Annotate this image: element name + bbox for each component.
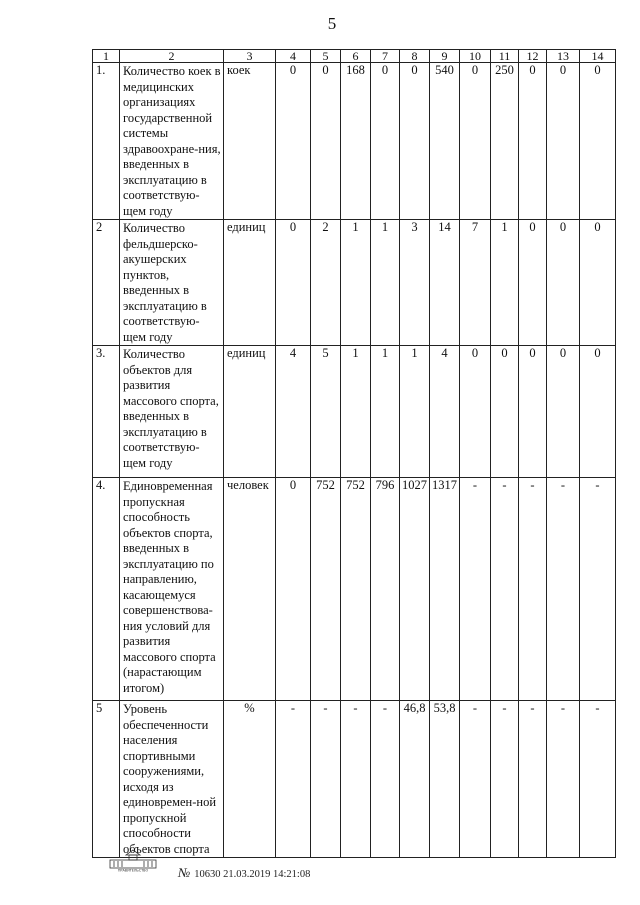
value-cell: 7 [460, 220, 491, 346]
row-number: 2 [93, 220, 120, 346]
value-cell: 5 [311, 346, 341, 478]
row-number: 3. [93, 346, 120, 478]
value-cell: 46,8 [400, 701, 430, 858]
value-cell: - [580, 701, 616, 858]
value-cell: 0 [547, 63, 580, 220]
number-symbol: № [178, 865, 191, 880]
value-cell: 1 [341, 220, 371, 346]
value-cell: 1 [371, 220, 400, 346]
value-cell: 1 [400, 346, 430, 478]
row-number: 4. [93, 478, 120, 701]
doc-code: 10630 21.03.2019 14:21:08 [194, 869, 311, 880]
value-cell: 250 [491, 63, 519, 220]
value-cell: 2 [311, 220, 341, 346]
value-cell: 0 [276, 220, 311, 346]
header-cell: 4 [276, 50, 311, 63]
row-number: 1. [93, 63, 120, 220]
page-number: 5 [327, 14, 337, 33]
header-cell: 1 [93, 50, 120, 63]
indicator-name: Уровень обеспеченности населения спортивными сооружениями, исходя из единовремен-ной пропускной способности объектов спорта [120, 701, 224, 858]
value-cell: 0 [519, 63, 547, 220]
unit-cell: % [224, 701, 276, 858]
value-cell: 14 [430, 220, 460, 346]
value-cell: 53,8 [430, 701, 460, 858]
header-cell: 3 [224, 50, 276, 63]
government-building-logo [108, 846, 158, 872]
value-cell: 1 [371, 346, 400, 478]
header-cell: 12 [519, 50, 547, 63]
unit-cell: единиц [224, 346, 276, 478]
stamp-text: ПРАВИТЕЛЬСТВО [117, 868, 149, 872]
unit-cell: человек [224, 478, 276, 701]
table-row [93, 701, 616, 858]
value-cell: - [547, 478, 580, 701]
indicator-name: Количество фельдшерско-акушерских пунктов, введенных в эксплуатацию в соответствую-щем году [120, 220, 224, 346]
value-cell: 3 [400, 220, 430, 346]
value-cell: - [276, 701, 311, 858]
unit-cell: коек [224, 63, 276, 220]
value-cell: 1317 [430, 478, 460, 701]
value-cell: - [547, 701, 580, 858]
indicator-name: Единовременная пропускная способность объектов спорта, введенных в эксплуатацию по направлению, касающемуся совершенствова-ния условий для развития массового спорта (нарастающим итогом) [120, 478, 224, 701]
value-cell: 752 [311, 478, 341, 701]
header-cell: 14 [580, 50, 616, 63]
value-cell: - [491, 478, 519, 701]
indicators-table [92, 49, 616, 858]
value-cell: - [519, 701, 547, 858]
value-cell: 0 [519, 346, 547, 478]
value-cell: 0 [491, 346, 519, 478]
value-cell: 752 [341, 478, 371, 701]
value-cell: - [371, 701, 400, 858]
value-cell: 796 [371, 478, 400, 701]
unit-cell: единиц [224, 220, 276, 346]
value-cell: 540 [430, 63, 460, 220]
value-cell: 1 [491, 220, 519, 346]
header-cell: 8 [400, 50, 430, 63]
value-cell: 0 [547, 346, 580, 478]
value-cell: 0 [547, 220, 580, 346]
value-cell: - [311, 701, 341, 858]
header-cell: 11 [491, 50, 519, 63]
value-cell: - [519, 478, 547, 701]
header-cell: 10 [460, 50, 491, 63]
table-header-row [93, 50, 616, 63]
header-cell: 5 [311, 50, 341, 63]
row-number: 5 [93, 701, 120, 858]
value-cell: 4 [430, 346, 460, 478]
table-row [93, 63, 616, 220]
table-row [93, 478, 616, 701]
value-cell: 0 [580, 220, 616, 346]
header-cell: 6 [341, 50, 371, 63]
indicator-name: Количество объектов для развития массового спорта, введенных в эксплуатацию в соответствую-щем году [120, 346, 224, 478]
value-cell: - [460, 478, 491, 701]
value-cell: - [580, 478, 616, 701]
table-row [93, 346, 616, 478]
value-cell: 0 [460, 63, 491, 220]
header-cell: 2 [120, 50, 224, 63]
header-cell: 9 [430, 50, 460, 63]
value-cell: 0 [276, 478, 311, 701]
value-cell: 0 [371, 63, 400, 220]
value-cell: 1 [341, 346, 371, 478]
value-cell: 4 [276, 346, 311, 478]
table-row [93, 220, 616, 346]
document-registration-code [178, 865, 310, 881]
value-cell: 0 [400, 63, 430, 220]
value-cell: 0 [311, 63, 341, 220]
value-cell: 168 [341, 63, 371, 220]
value-cell: 0 [519, 220, 547, 346]
value-cell: - [491, 701, 519, 858]
registration-footer [108, 846, 528, 886]
value-cell: - [460, 701, 491, 858]
value-cell: 0 [580, 63, 616, 220]
value-cell: 0 [276, 63, 311, 220]
value-cell: 1027 [400, 478, 430, 701]
header-cell: 13 [547, 50, 580, 63]
value-cell: - [341, 701, 371, 858]
indicator-name: Количество коек в медицинских организациях государственной системы здравоохране-ния, введенных в эксплуатацию в соответствую-щем году [120, 63, 224, 220]
value-cell: 0 [580, 346, 616, 478]
header-cell: 7 [371, 50, 400, 63]
value-cell: 0 [460, 346, 491, 478]
